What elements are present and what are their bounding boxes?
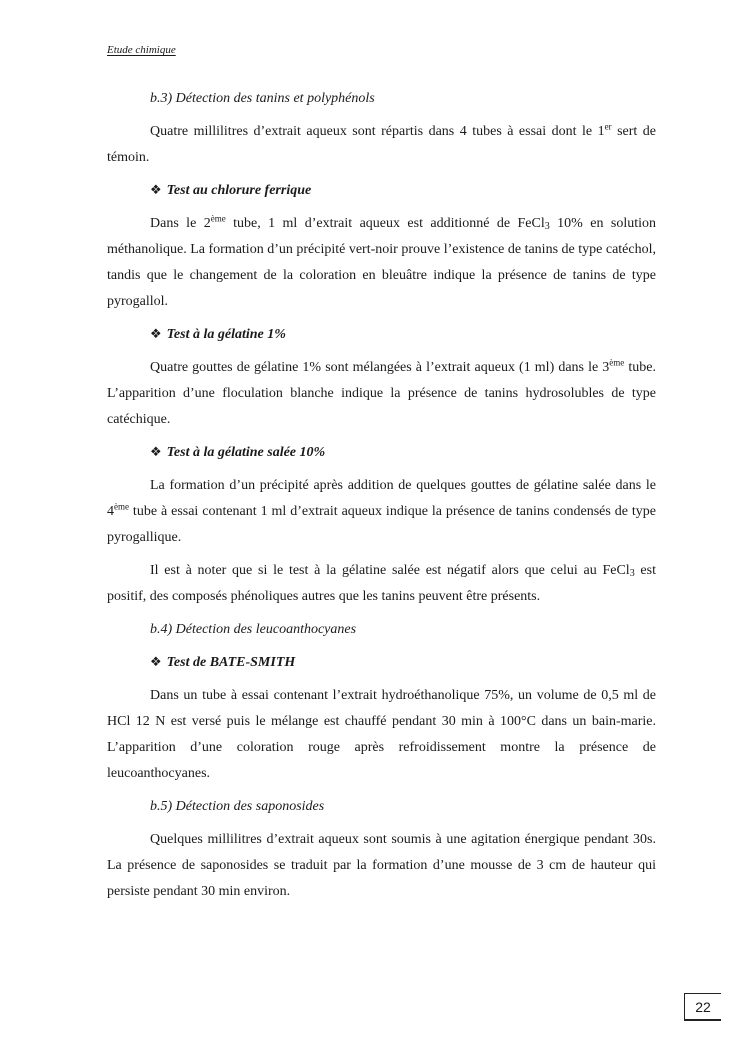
document-body — [107, 86, 656, 912]
test-heading-fecl3: ❖ Test au chlorure ferrique — [150, 183, 312, 198]
paragraph-fecl3: Dans le 2ème tube, 1 ml d’extrait aqueux est additionné de FeCl$_3$ 10% en solution méthanolique. La formation d’un précipité vert-noir prouve l’existence de tanins de type catéchol, tandis que le changement de la coloration en bleuâtre indique la présence de tanins de type pyrogallol. — [107, 213, 656, 309]
test-heading-gelatine: ❖ Test à la gélatine 1% — [150, 327, 286, 342]
section-title-b4: b.4) Détection des leucoanthocyanes — [150, 622, 357, 637]
paragraph-gelatine-salee: La formation d’un précipité après addition de quelques gouttes de gélatine salée dans le 4ème tube à essai contenant 1 ml d’extrait aqueux indique la présence de tanins condensés de type pyrogallique. — [107, 478, 656, 545]
test-heading-bate-smith: ❖ Test de BATE-SMITH — [150, 655, 296, 670]
diamond-bullet-icon: ❖ — [150, 445, 162, 460]
paragraph-b3-intro: Quatre millilitres d’extrait aqueux sont répartis dans 4 tubes à essai dont le 1er sert de témoin. — [107, 121, 656, 165]
paragraph-gelatine: Quatre gouttes de gélatine 1% sont mélangées à l’extrait aqueux (1 ml) dans le 3ème tube. L’apparition d’une floculation blanche indique la présence de tanins hydrosolubles de type catéchique. — [107, 357, 656, 427]
section-title-b5: b.5) Détection des saponosides — [150, 799, 325, 814]
section-title-b3: b.3) Détection des tanins et polyphénols — [150, 91, 375, 106]
diamond-bullet-icon: ❖ — [150, 327, 162, 342]
test-heading-gelatine-salee: ❖ Test à la gélatine salée 10% — [150, 445, 326, 460]
paragraph-b5: Quelques millilitres d’extrait aqueux sont soumis à une agitation énergique pendant 30s. La présence de saponosides se traduit par la formation d’une mousse de 3 cm de hauteur qui persiste pendant 30 min environ. — [107, 832, 656, 899]
page-number: 22 — [684, 993, 721, 1021]
paragraph-bate-smith: Dans un tube à essai contenant l’extrait hydroéthanolique 75%, un volume de 0,5 ml de HCl 12 N est versé puis le mélange est chauffé pendant 30 min à 100°C dans un bain-marie. L’apparition d’une coloration rouge après refroidissement montre la présence de leucoanthocyanes. — [107, 688, 656, 781]
paragraph-note: Il est à noter que si le test à la gélatine salée est négatif alors que celui au FeCl$_3$ est positif, des composés phénoliques autres que les tanins peuvent être présents. — [107, 563, 656, 604]
diamond-bullet-icon: ❖ — [150, 183, 162, 198]
running-header: Etude chimique — [107, 44, 176, 56]
diamond-bullet-icon: ❖ — [150, 655, 162, 670]
